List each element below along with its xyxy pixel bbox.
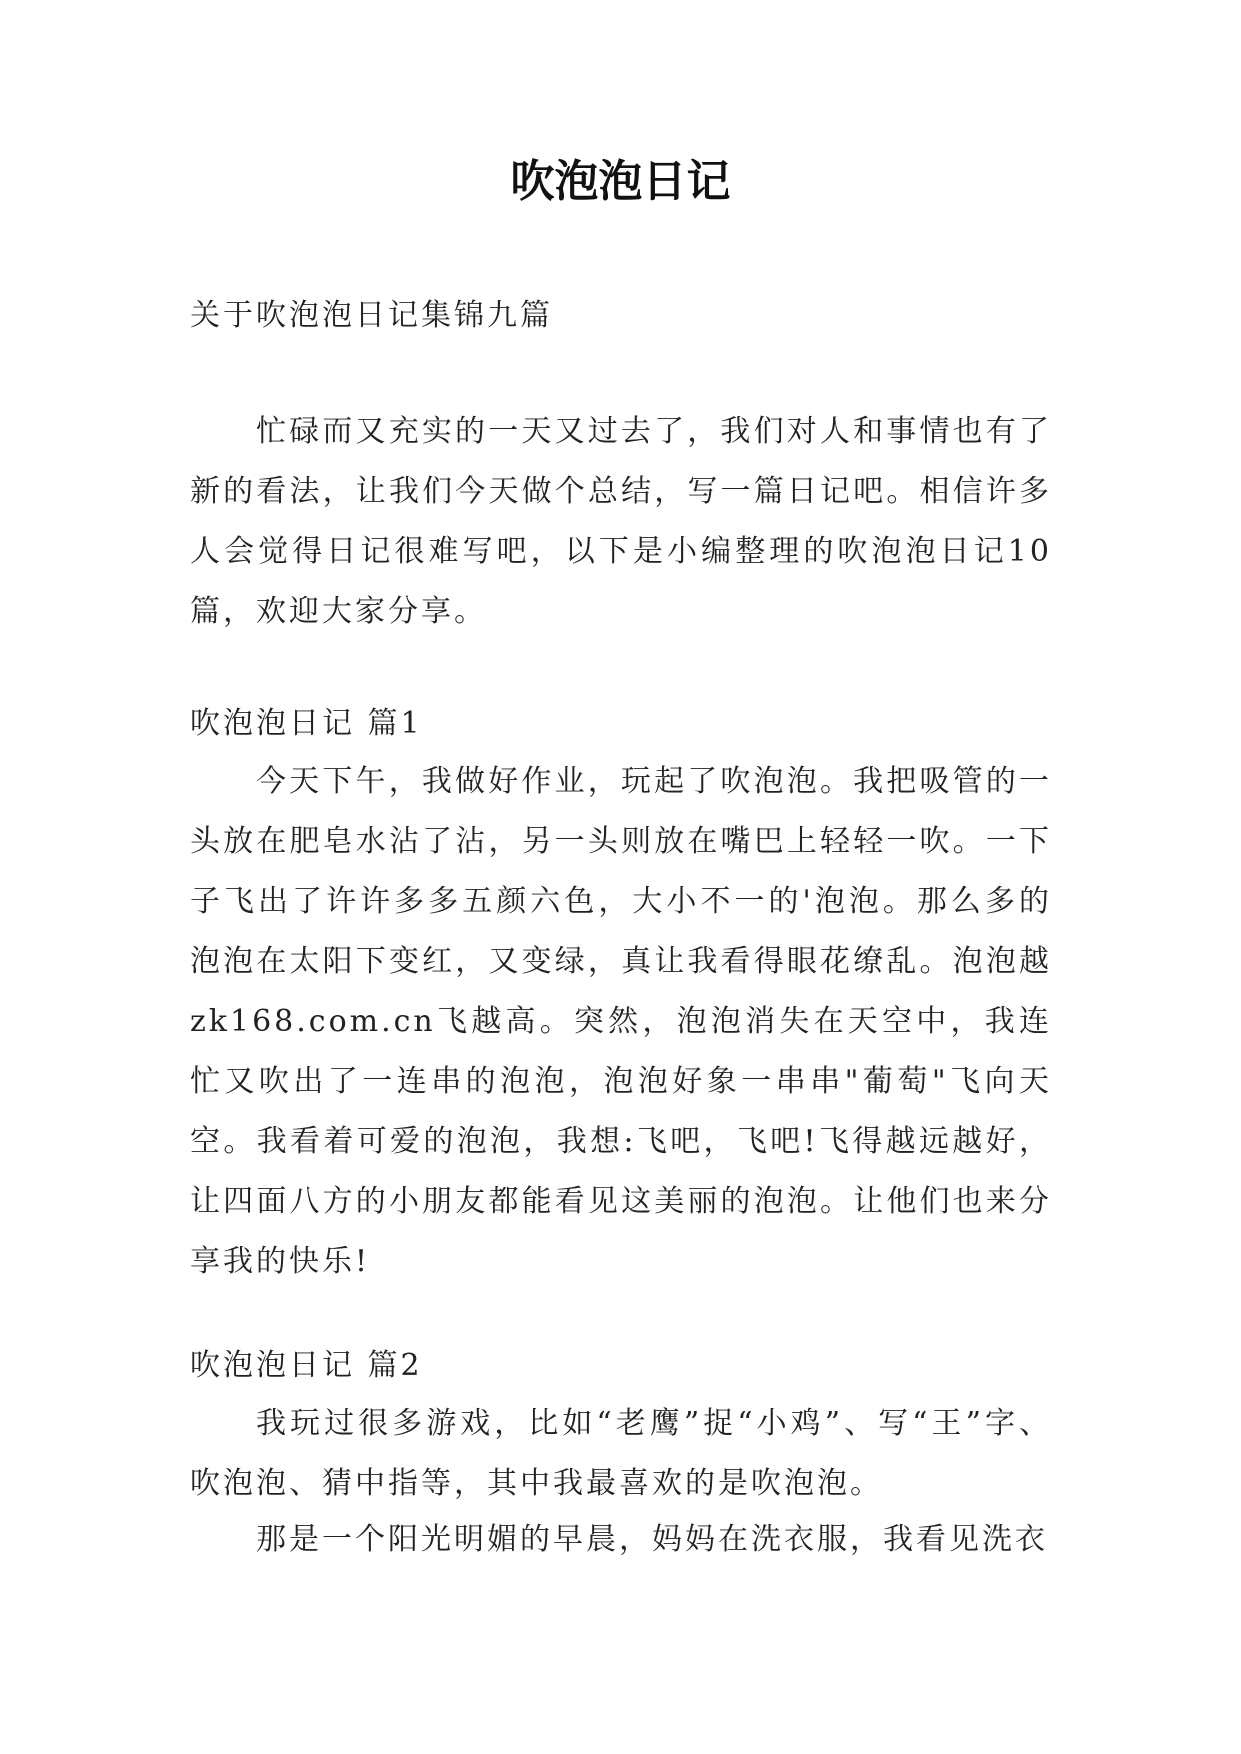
- section-heading-1: 吹泡泡日记 篇1: [190, 706, 423, 741]
- document-title: 吹泡泡日记: [510, 156, 731, 207]
- section-heading-2: 吹泡泡日记 篇2: [190, 1348, 423, 1383]
- section-1-paragraph-1: 今天下午，我做好作业，玩起了吹泡泡。我把吸管的一头放在肥皂水沾了沾，另一头则放在嘴巴上轻轻一吹。一下子飞出了许许多多五颜六色，大小不一的'泡泡。那么多的泡泡在太阳下变红，又变绿，真让我看得眼花缭乱。泡泡越zk168.com.cn飞越高。突然，泡泡消失在天空中，我连忙又吹出了一连串的泡泡，泡泡好象一串串"葡萄"飞向天空。我看着可爱的泡泡，我想:飞吧，飞吧!飞得越远越好，让四面八方的小朋友都能看见这美丽的泡泡。让他们也来分享我的快乐!: [190, 764, 1052, 1279]
- document-subtitle: 关于吹泡泡日记集锦九篇: [190, 298, 553, 333]
- section-2-paragraph-1: 我玩过很多游戏，比如“老鹰”捉“小鸡”、写“王”字、吹泡泡、猜中指等，其中我最喜欢的是吹泡泡。: [190, 1406, 1052, 1501]
- section-2-paragraph-2: 那是一个阳光明媚的早晨，妈妈在洗衣服，我看见洗衣: [256, 1522, 1048, 1557]
- intro-paragraph: 忙碌而又充实的一天又过去了，我们对人和事情也有了新的看法，让我们今天做个总结，写一篇日记吧。相信许多人会觉得日记很难写吧，以下是小编整理的吹泡泡日记10篇，欢迎大家分享。: [190, 414, 1052, 629]
